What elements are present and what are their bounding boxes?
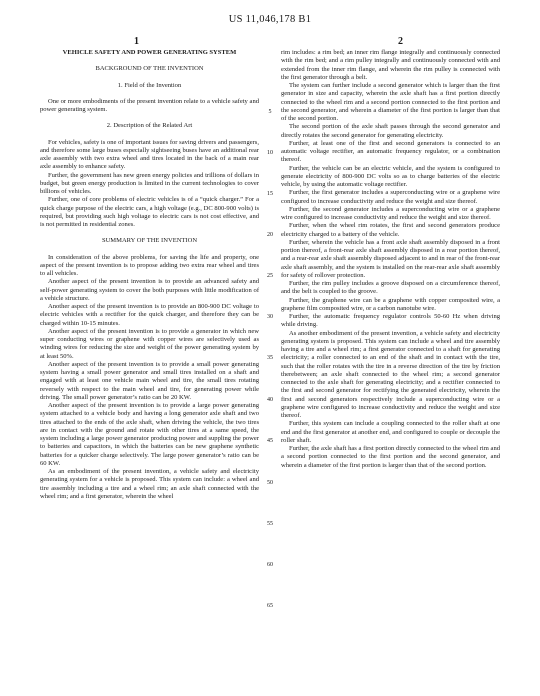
line-number: 5 xyxy=(268,109,272,115)
line-number: 30 xyxy=(267,314,273,320)
line-number: 65 xyxy=(267,603,273,609)
line-number: 20 xyxy=(267,232,273,238)
line-number: 45 xyxy=(267,438,273,444)
line-number: 40 xyxy=(267,397,273,403)
paragraph: Further, the axle shaft has a first portion directly connected to the wheel rim and a second portion connected to the first portion and the second generator, and wherein a diameter of the first portion is larger than that of the second portion. xyxy=(281,445,500,469)
background-heading: BACKGROUND OF THE INVENTION xyxy=(95,65,204,73)
column-number-left: 1 xyxy=(134,36,139,47)
summary-heading: SUMMARY OF THE INVENTION xyxy=(101,237,198,245)
paragraph: In consideration of the above problems, for saving the life and property, one aspect of the present invention is to propose adding two extra rear wheel and tires to all vehicles. xyxy=(40,253,259,277)
right-column xyxy=(281,49,500,470)
field-heading: 1. Field of the Invention xyxy=(117,81,182,89)
paragraph: Another aspect of the present invention is to provide an advanced safety and self-power generating system to cover the both purposes with little modification of a vehicle structure. xyxy=(40,278,259,302)
paragraph: One or more embodiments of the present invention relate to a vehicle safety and power generating system. xyxy=(40,97,259,113)
paragraph: Further, wherein the vehicle has a front axle shaft assembly disposed in a front portion thereof, a front-rear axle shaft assembly disposed in a rear portion thereof, and a rear-rear axle shaft assembly disposed adjacent to and in rear of the front-rear axle shaft assembly, and the system is installed on the rear-rear axle shaft assembly for safety of rollover protection. xyxy=(281,238,500,279)
paragraph: Further, this system can include a coupling connected to the roller shaft at one end and the first generator at another end, and configured to couple or decouple the roller shaft. xyxy=(281,420,500,444)
paragraph: As an embodiment of the present invention, a vehicle safety and electricity generating system for a vehicle is proposed. This system can include: a wheel and tire assembly including a tire and a wheel rim; an axle shaft connected with the wheel rim; and a first generator, wherein the wheel xyxy=(40,468,259,500)
paragraph: Further, one of core problems of electric vehicles is of a “quick charger.” For a quick charge purpose of the electric cars, a high voltage (e.g., DC 800-900 volts) is required, but providing such high voltage to electric cars is not cost effective, and is not permitted in residential zones. xyxy=(40,196,259,228)
line-number: 10 xyxy=(267,150,273,156)
line-number: 25 xyxy=(267,273,273,279)
paragraph: Further, the graphene wire can be a graphene with copper composited wire, a graphene film composited wire, or a carbon nanotube wire. xyxy=(281,296,500,312)
line-number: 60 xyxy=(267,562,273,568)
paragraph: Further, the vehicle can be an electric vehicle, and the system is configured to generate electricity of 800-900 DC volts so as to charge batteries of the electric vehicle, by using the automatic voltage rectifier. xyxy=(281,164,500,188)
paragraph: The system can further include a second generator which is larger than the first generator in size and capacity, wherein the axle shaft has a first portion directly connected to the wheel rim and a second portion connected to the first portion and the second generator, and wherein a diameter of the first portion is larger than that of the second portion. xyxy=(281,82,500,122)
paragraph: As another embodiment of the present invention, a vehicle safety and electricity generating system is proposed. This system can include a wheel and tire assembly having a tire and a wheel rim; a first generator connected to a shaft for generating electricity; a roller connected to an end of the shaft and in contact with the tire, such that the roller rotates with the tire in a reverse direction of the tire by friction therebetween; an axle shaft connected to the wheel rim; a second generator connected to the axle shaft for generating electricity; and a rectifier connected to the first and second generator for rectifying the generated electricity, wherein the first and second generators respectively include a superconducting wire or a graphene wire configured to increase conductivity and reduce the weight and size thereof. xyxy=(281,329,500,419)
left-column xyxy=(40,49,259,501)
paragraph: Another aspect of the present invention is to provide an 800-900 DC voltage to electric vehicles with a rectifier for the quick charger, and therefore they can be charged within 10-15 minutes. xyxy=(40,303,259,327)
paragraph: Further, the second generator includes a superconducting wire or a graphene wire configured to increase conductivity and reduce the weight and size thereof. xyxy=(281,205,500,221)
paragraph: Further, the government has new green energy policies and trillions of dollars in budget, but green energy production is limited in the current technologies to cover billions of vehicles. xyxy=(40,171,259,195)
related-art-heading: 2. Description of the Related Art xyxy=(106,122,193,130)
paragraph: Another aspect of the present invention is to provide a generator in which new super conducting wires or graphene with copper wires are selectively used as winding wires for reducing the size and weight of the power generating system by at least 50%. xyxy=(40,327,259,360)
line-number: 15 xyxy=(267,191,273,197)
line-number: 50 xyxy=(267,480,273,486)
paragraph: Further, at least one of the first and second generators is connected to an automatic voltage rectifier, an automatic frequency regulator, or a combination thereof. xyxy=(281,139,500,164)
paragraph: Another aspect of the present invention is to provide a large power generating system attached to a vehicle body and having a long generator axle shaft and two tires attached to the ends of the axle shaft, when driving the vehicle, the two tires are in contact with the ground and rotate with other tires at a same speed, the system including a large power generator producing power and suppling the power to batteries and capacitors, in which the batteries can be new graphene synthetic batteries for a quicker charge selectively. The large power generator’s ratio can be 60 KW. xyxy=(40,402,259,467)
line-number: 55 xyxy=(267,521,273,527)
patent-number: US 11,046,178 B1 xyxy=(228,14,312,25)
paragraph: Further, when the wheel rim rotates, the first and second generators produce electricity charged to a battery of the vehicle. xyxy=(281,222,500,238)
paragraph: Further, the first generator includes a superconducting wire or a graphene wire configured to increase conductivity and reduce the weight and size thereof. xyxy=(281,189,500,205)
paragraph: The second portion of the axle shaft passes through the second generator and directly rotates the second generator for generating electricity. xyxy=(281,123,500,139)
paragraph: Further, the rim pulley includes a groove disposed on a circumference thereof, and the belt is coupled to the groove. xyxy=(281,280,500,296)
paragraph: Further, the automatic frequency regulator controls 50-60 Hz when driving while driving. xyxy=(281,313,500,329)
paragraph: rim includes: a rim bed; an inner rim flange integrally and continuously connected with the rim bed; and a rim pulley integrally and continuously connected with and extended from the inner rim flange, and wherein the rim pulley is connected with the first generator through a belt. xyxy=(281,49,500,81)
line-number: 35 xyxy=(267,355,273,361)
paragraph: For vehicles, safety is one of important issues for saving drivers and passengers, and therefore some large buses especially sightseeing buses have an additional rear axle assembly with two extra wheel and tires located in the back of a main rear axle assembly to enhance safety. xyxy=(40,138,259,171)
paragraph: Another aspect of the present invention is to provide a small power generating system having a small power generator and small tires installed on a shaft and engaged with at least one vehicle main wheel and tire, the small tires rotating reversely with respect to the main wheel and tire, for generating power while driving. The small power generator’s ratio can be 20 KW. xyxy=(40,360,259,401)
patent-title: VEHICLE SAFETY AND POWER GENERATING SYSTEM xyxy=(62,49,237,56)
column-number-right: 2 xyxy=(398,36,403,47)
